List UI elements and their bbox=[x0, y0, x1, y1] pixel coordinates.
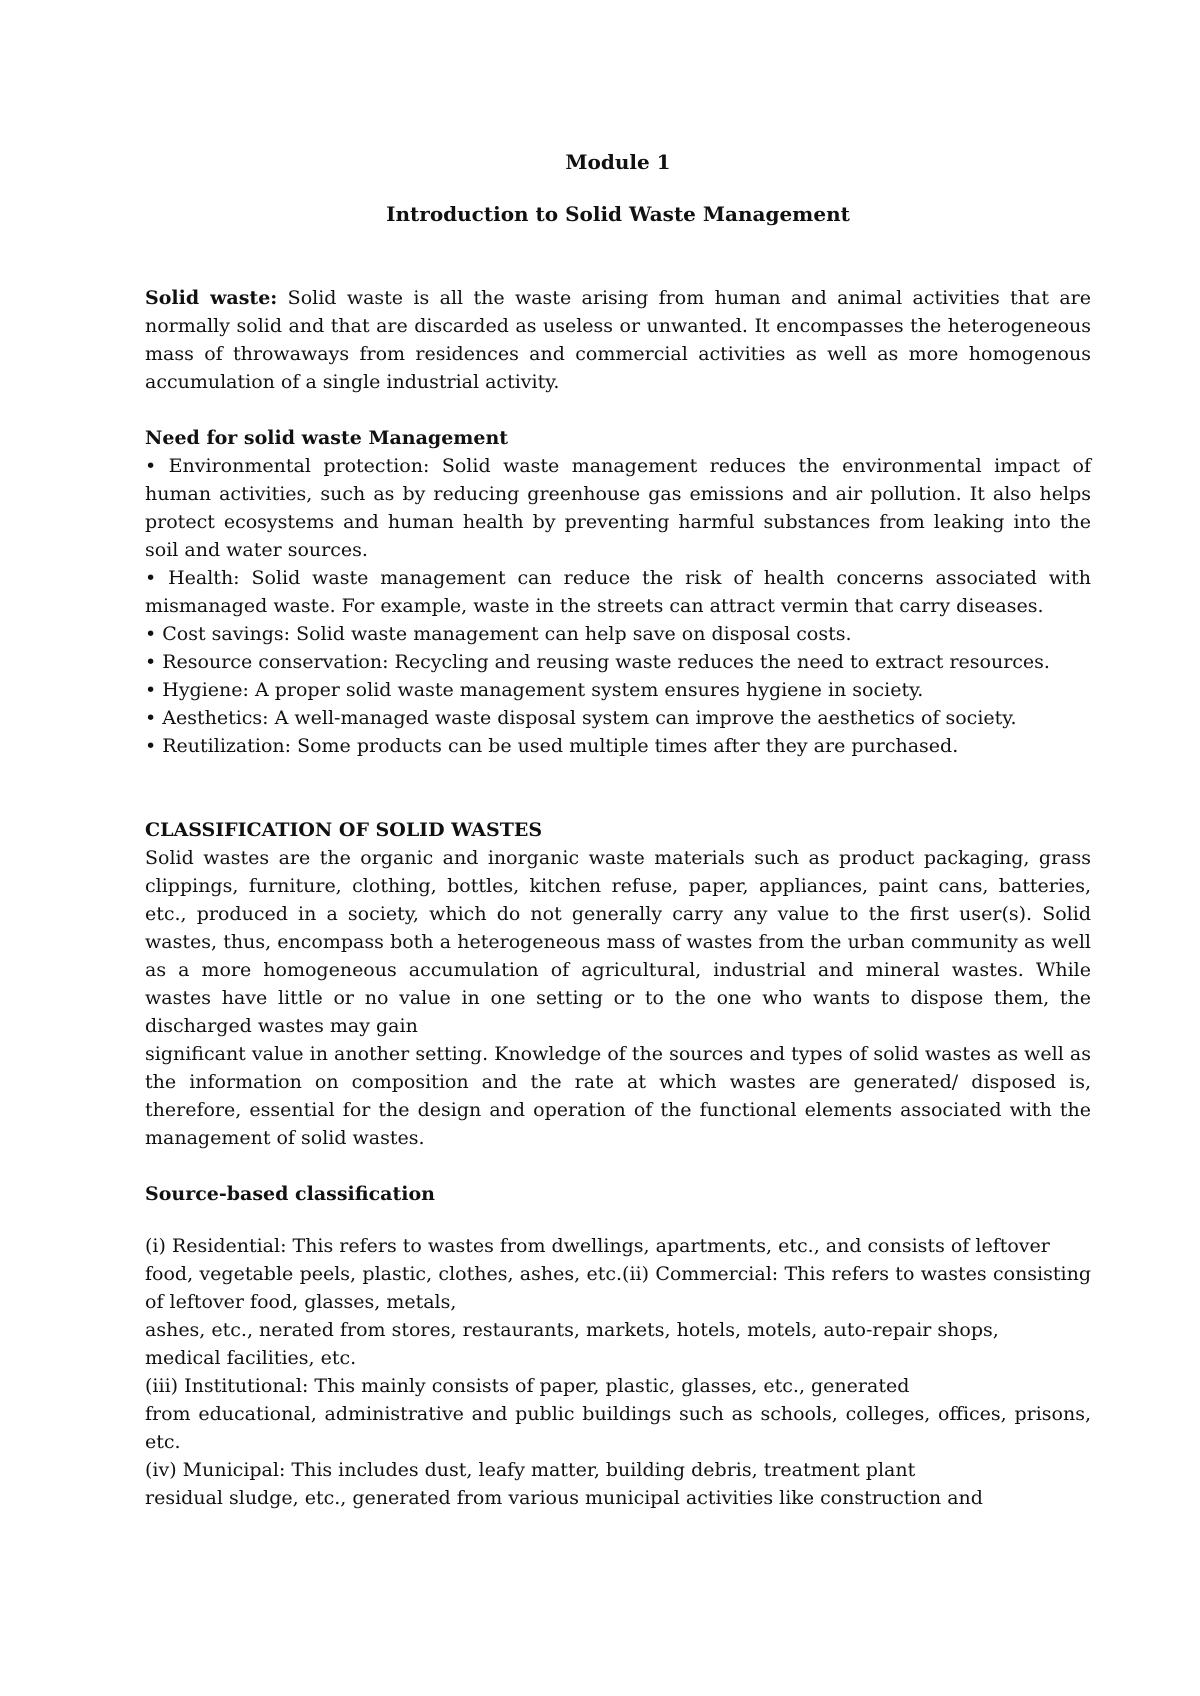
need-bullet-environment: • Environmental protection: Solid waste management reduces the environmental impact of human activities, such as by reducing greenhouse gas emissions and air pollution. It also helps protect ecosystems and human health by preventing harmful substances from leaking into the soil and water sources. bbox=[145, 455, 1091, 561]
source-line: food, vegetable peels, plastic, clothes, ashes, etc.(ii) Commercial: This refers to wastes consisting of leftover food, glasses, metals, bbox=[145, 1263, 1091, 1313]
document-content bbox=[145, 148, 1091, 1512]
classification-paragraph-2: significant value in another setting. Knowledge of the sources and types of solid wastes as well as the information on composition and the rate at which wastes are generated/ disposed is, therefore, essential for the design and operation of the functional elements associated with the management of solid wastes. bbox=[145, 1043, 1091, 1149]
source-line: residual sludge, etc., generated from various municipal activities like construction and bbox=[145, 1487, 983, 1509]
need-bullet-health: • Health: Solid waste management can reduce the risk of health concerns associated with mismanaged waste. For example, waste in the streets can attract vermin that carry diseases. bbox=[145, 567, 1091, 617]
page-title: Module 1 bbox=[565, 150, 671, 174]
need-bullet-aesthetics: • Aesthetics: A well-managed waste disposal system can improve the aesthetics of society. bbox=[145, 707, 1017, 729]
need-bullet-reutilization: • Reutilization: Some products can be used multiple times after they are purchased. bbox=[145, 735, 959, 757]
source-line: ashes, etc., nerated from stores, restaurants, markets, hotels, motels, auto-repair shops, bbox=[145, 1319, 999, 1341]
source-line: (iii) Institutional: This mainly consists of paper, plastic, glasses, etc., generated bbox=[145, 1375, 910, 1397]
need-bullet-resource: • Resource conservation: Recycling and reusing waste reduces the need to extract resources. bbox=[145, 651, 1050, 673]
classification-heading: CLASSIFICATION OF SOLID WASTES bbox=[145, 819, 543, 841]
need-bullet-cost: • Cost savings: Solid waste management can help save on disposal costs. bbox=[145, 623, 852, 645]
solid-waste-label: Solid waste: bbox=[145, 287, 278, 309]
source-based-heading: Source-based classification bbox=[145, 1183, 435, 1205]
source-line: medical facilities, etc. bbox=[145, 1347, 357, 1369]
page-subtitle: Introduction to Solid Waste Management bbox=[386, 202, 850, 226]
solid-waste-paragraph bbox=[145, 284, 1091, 396]
need-bullet-hygiene: • Hygiene: A proper solid waste management system ensures hygiene in society. bbox=[145, 679, 924, 701]
solid-waste-text: Solid waste is all the waste arising from human and animal activities that are normally solid and that are discarded as useless or unwanted. It encompasses the heterogeneous mass of throwaways from residences and commercial activities as well as more homogenous accumulation of a single industrial activity. bbox=[145, 287, 1091, 393]
source-line: (iv) Municipal: This includes dust, leafy matter, building debris, treatment plant bbox=[145, 1459, 916, 1481]
need-heading: Need for solid waste Management bbox=[145, 427, 509, 449]
source-line: (i) Residential: This refers to wastes from dwellings, apartments, etc., and consists of leftover bbox=[145, 1235, 1050, 1257]
classification-paragraph-1: Solid wastes are the organic and inorganic waste materials such as product packaging, grass clippings, furniture, clothing, bottles, kitchen refuse, paper, appliances, paint cans, batteries, etc., produced in a society, which do not generally carry any value to the first user(s). Solid wastes, thus, encompass both a heterogeneous mass of wastes from the urban community as well as a more homogeneous accumulation of agricultural, industrial and mineral wastes. While wastes have little or no value in one setting or to the one who wants to dispose them, the discharged wastes may gain bbox=[145, 847, 1091, 1037]
need-bullet-list bbox=[145, 452, 1091, 760]
source-line: from educational, administrative and public buildings such as schools, colleges, offices, prisons, etc. bbox=[145, 1403, 1091, 1453]
source-based-list bbox=[145, 1232, 1091, 1512]
